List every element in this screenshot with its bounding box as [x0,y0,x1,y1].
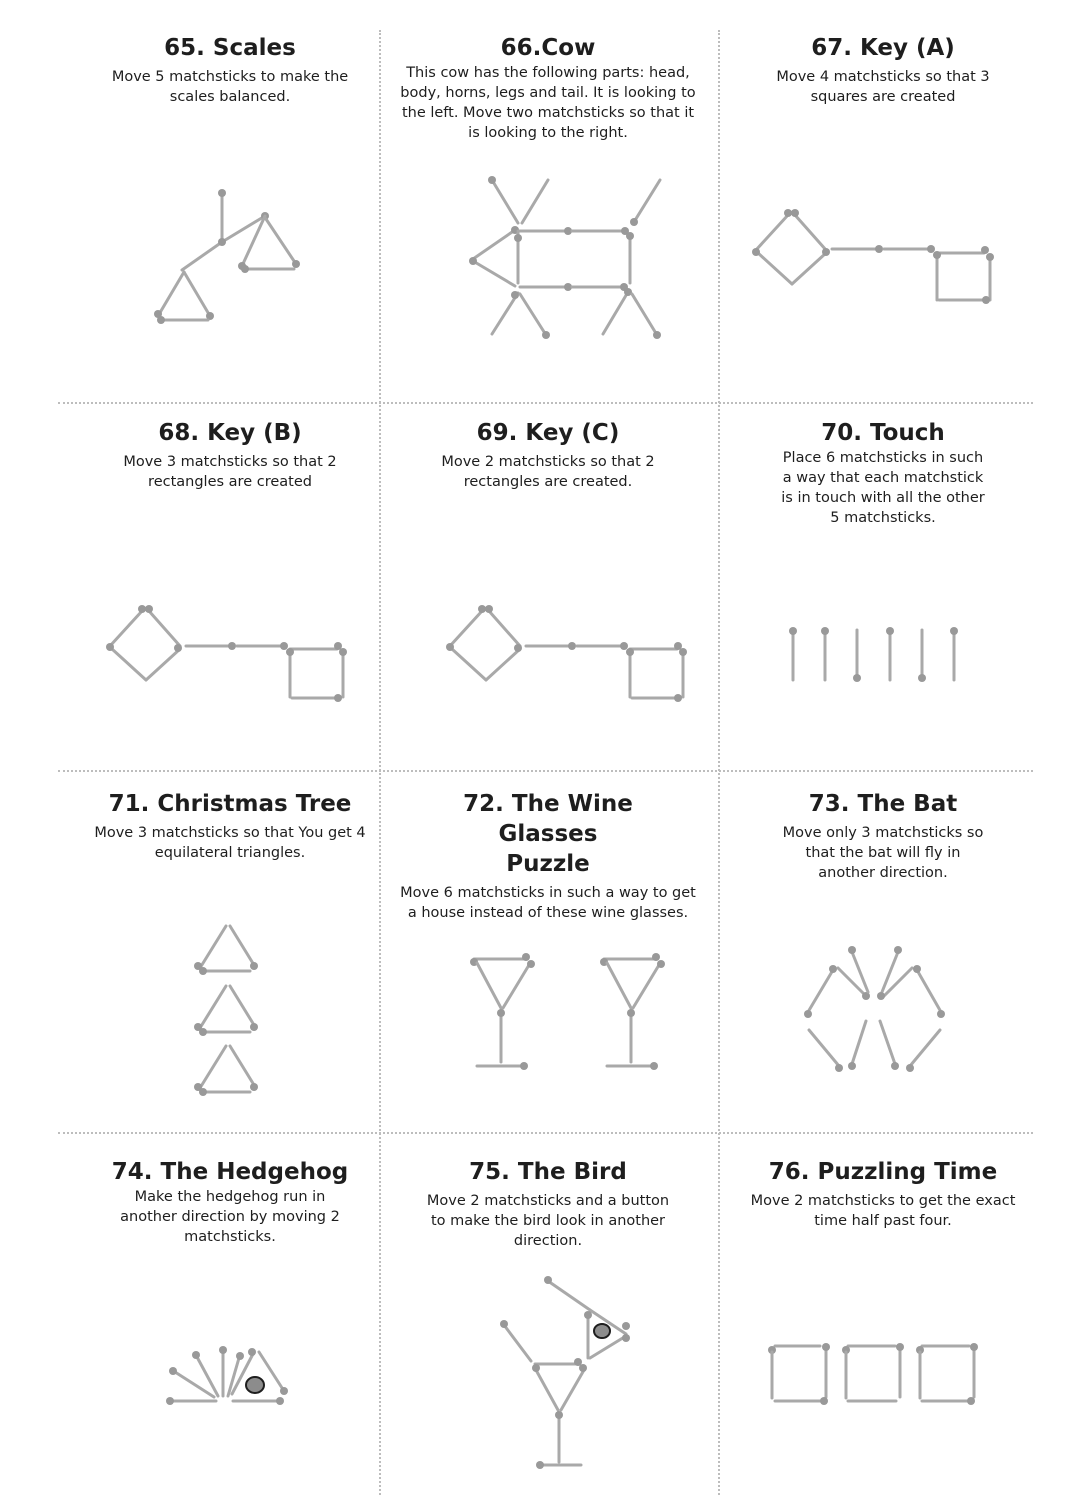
figure-key-b [106,605,347,702]
puzzle-description: Make the hedgehog run in another direction by moving 2 matchsticks. [120,1189,340,1245]
figure-cow [469,176,661,339]
puzzle-description: Move 4 matchsticks so that 3 squares are created [776,69,990,105]
puzzle-title: 68. Key (B) [158,420,302,446]
figure-key-c [446,605,687,702]
puzzle-title: 65. Scales [164,35,296,61]
puzzle-description: Move 5 matchsticks to make the scales balanced. [111,69,349,105]
puzzle-title: 72. The Wine Glasses Puzzle [463,791,633,877]
puzzle-title: 67. Key (A) [811,35,955,61]
figure-hedgehog [166,1346,288,1405]
puzzle-description: Move 3 matchsticks so that 2 rectangles are created [123,454,337,490]
puzzle-title: 75. The Bird [469,1159,627,1185]
puzzle-description: Move 2 matchsticks to get the exact time half past four. [750,1193,1016,1229]
puzzle-description: This cow has the following parts: head, body, horns, legs and tail. It is looking to the left. Move two matchsticks so that it is looking to the right. [400,65,696,141]
puzzle-description: Move 3 matchsticks so that You get 4 equilateral triangles. [94,825,366,861]
button-eye-icon [246,1377,264,1393]
figure-touch [789,627,958,682]
figure-scales [154,189,300,324]
puzzle-title: 76. Puzzling Time [768,1159,998,1185]
puzzle-description: Move only 3 matchsticks so that the bat will fly in another direction. [782,825,984,881]
figure-bird [500,1276,630,1469]
figure-key-a [752,209,994,304]
puzzle-title: 70. Touch [821,420,945,446]
puzzle-description: Move 2 matchsticks and a button to make the bird look in another direction. [426,1193,670,1249]
figure-wine-glasses [470,953,665,1070]
puzzle-title: 74. The Hedgehog [111,1159,349,1185]
button-eye-icon [594,1324,610,1338]
puzzle-description: Place 6 matchsticks in such a way that each matchstick is in touch with all the other 5 matchsticks. [781,450,985,526]
puzzle-title: 69. Key (C) [476,420,620,446]
puzzle-description: Move 6 matchsticks in such a way to get a house instead of these wine glasses. [400,885,696,921]
puzzle-title: 73. The Bat [808,791,958,817]
puzzle-title: 66.Cow [500,35,596,61]
figure-christmas-tree [194,926,258,1096]
figure-puzzling-time [768,1343,978,1405]
figure-bat [804,946,945,1072]
puzzle-title: 71. Christmas Tree [108,791,352,817]
puzzle-description: Move 2 matchsticks so that 2 rectangles are created. [441,454,655,490]
